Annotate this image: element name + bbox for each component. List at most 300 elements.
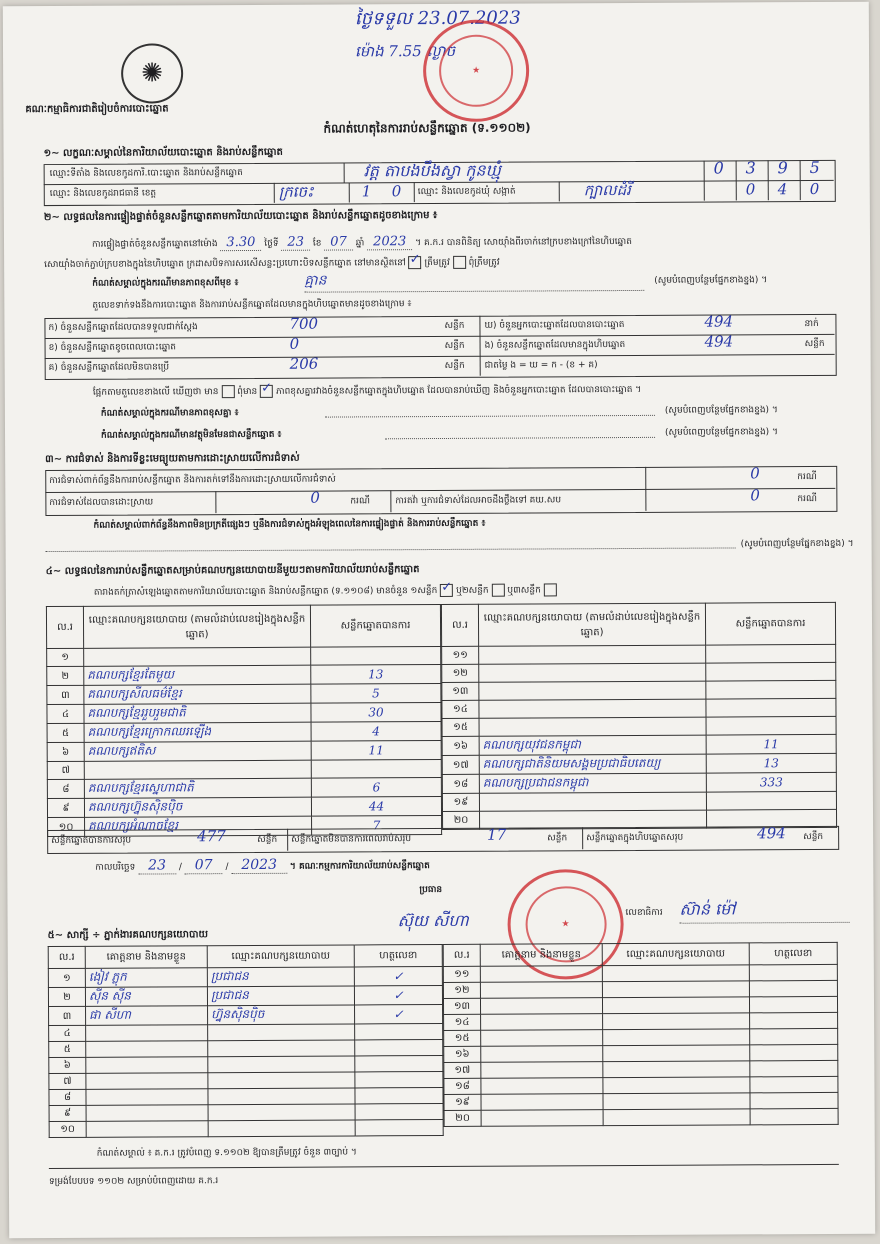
- row-number: ៣: [47, 685, 84, 704]
- table-row: [47, 759, 441, 779]
- witness-party: [603, 1061, 750, 1078]
- total-invalid-value: 17: [487, 825, 507, 844]
- commune-code-digit: 0: [745, 180, 756, 199]
- seal-correct-label: ត្រឹមត្រូវ: [424, 257, 450, 269]
- two-sheets-label: ឬ២សន្លឹក: [456, 585, 489, 596]
- witness-party: ប្រជាជន: [207, 967, 354, 987]
- row-number: ១៥: [442, 718, 479, 736]
- no-difference-checkbox[interactable]: [260, 385, 273, 398]
- row-number: ២: [47, 666, 84, 685]
- unit-ballot: សន្លឹក: [444, 320, 465, 331]
- receipt-date: ថ្ងៃទទួល 23.07.2023: [354, 7, 521, 30]
- col-valid-votes: សន្លឹកឆ្នោតបានការ: [705, 602, 835, 645]
- row-number: ១០: [49, 1121, 86, 1137]
- tally-sheet-text: តារាងតក់ត្រាសំឡេងឆ្នោតតាមការិយាល័យបោះឆ្នោត និងរាប់សន្លឹកឆ្នោត (ទ.១១០៨) មានចំនួន ១សន្លឹក: [93, 586, 438, 598]
- seal-incorrect-label: ពុំត្រឹមត្រូវ: [468, 257, 500, 268]
- station-code-digit: 0: [713, 158, 724, 178]
- party-name: គណបក្សជាតិនិយមសង្គមប្រជាធិបតេយ្យ: [479, 754, 706, 774]
- seal-correct-checkbox[interactable]: [409, 256, 422, 269]
- row-number: ១: [48, 968, 85, 987]
- row-number: ៦: [49, 1057, 86, 1073]
- signing-day: 23: [138, 857, 176, 874]
- seal-incorrect-checkbox[interactable]: [453, 256, 466, 269]
- unit-ballot: សន្លឹក: [444, 360, 465, 371]
- witness-name: [481, 1030, 603, 1047]
- row-number: ១២: [442, 664, 479, 682]
- divider: [349, 182, 350, 202]
- valid-votes: [706, 698, 836, 717]
- divider: [645, 467, 646, 511]
- table-row: [49, 1119, 443, 1137]
- figures-intro: តួលេខទាក់ទងនឹងការបោះឆ្នោត និងការរាប់សន្លឹកឆ្នោតដែលមានក្នុងហិបឆ្នោតមានដូចខាងក្រោម ៖: [92, 299, 412, 311]
- station-code-digit: 3: [745, 158, 756, 178]
- date-label: កាលបរិច្ឆេទ: [95, 862, 136, 873]
- witness-name: [480, 966, 602, 983]
- col-witness-party: ឈ្មោះគណបក្សនយោបាយ: [207, 945, 354, 968]
- valid-votes: 7: [312, 815, 442, 835]
- party-name: [84, 647, 311, 666]
- witness-name: [86, 1073, 208, 1090]
- valid-votes: [706, 680, 836, 699]
- province-code-digit: 1: [361, 182, 372, 201]
- difference-note-label: កំណត់សម្គាល់ក្នុងករណីមានភាពខុសពីមុខ ៖: [92, 278, 239, 289]
- divider: [704, 161, 705, 201]
- section3-title: ៣~ ការជំទាស់ និងការទីខ្លះមេធ្យូយតាមការដោះស្រាយលើការជំទាស់: [45, 452, 300, 466]
- fill-hint: (សូមបំពេញបន្ថែមផ្នែកខាងខ្នង) ។: [664, 405, 778, 416]
- nec-logo-icon: ✺: [121, 43, 183, 103]
- verification-line: [92, 232, 842, 252]
- two-sheets-checkbox[interactable]: [491, 584, 504, 597]
- year-label: ឆ្នាំ: [355, 238, 365, 249]
- row-number: ១៧: [444, 1062, 481, 1078]
- witness-signature: [355, 1087, 443, 1103]
- row-number: ១៦: [442, 736, 479, 755]
- witness-name: ស៊ីន ស៊ីន: [85, 987, 207, 1007]
- signing-date-line: កាលបរិច្ឆេទ 23 / 07 / 2023 ។ គណៈកម្មការការិយាល័យរាប់សន្លឹកឆ្នោត: [95, 856, 430, 874]
- witness-name: [86, 1057, 208, 1074]
- table-row: [442, 716, 836, 736]
- unit-case: ករណី: [797, 494, 817, 505]
- witness-name: [86, 1041, 208, 1058]
- witness-party: ហ្វ៊ុនស៊ិនប៉ិច: [208, 1005, 355, 1025]
- witness-name: [86, 1105, 208, 1122]
- col-witness-party: ឈ្មោះគណបក្សនយោបាយ: [602, 943, 749, 966]
- col-party: ឈ្មោះគណបក្សនយោបាយ (តាមលំដាប់លេខរៀងក្នុងសន្លឹកឆ្នោត): [478, 603, 705, 646]
- verification-time-label: ការផ្ទៀងផ្ទាត់ចំនួនសន្លឹកឆ្នោតនៅម៉ោង: [92, 239, 218, 250]
- commune-code-digit: 4: [777, 180, 788, 199]
- row-number: ១១: [443, 966, 480, 982]
- forwarded-objection-value: 0: [750, 486, 760, 505]
- row-number: ១២: [443, 982, 480, 998]
- commune-code-digit: 0: [809, 180, 820, 199]
- table-row: [47, 646, 441, 666]
- witness-signature: [750, 1060, 838, 1076]
- valid-votes: 30: [311, 702, 441, 722]
- witness-party: [602, 997, 749, 1014]
- signing-month: 07: [185, 857, 223, 874]
- polling-station-label: ឈ្មោះទីតាំង និងលេខកូដការិ.បោះឆ្នោត និងរាប់សន្លឹកឆ្នោត: [49, 168, 243, 180]
- party-name: គណបក្សខ្មែរតែមួយ: [84, 665, 311, 685]
- witness-signature: ✓: [354, 985, 442, 1004]
- unit-case: ករណី: [797, 472, 817, 483]
- form-title: កំណត់ហេតុនៃការរាប់សន្លឹកឆ្នោត (ទ.១១០២): [323, 120, 531, 136]
- signing-year: 2023: [231, 857, 287, 874]
- province-value: ក្រចេះ: [278, 182, 314, 201]
- committee-signature-label: ។ គណៈកម្មការការិយាល័យរាប់សន្លឹកឆ្នោត: [289, 861, 430, 872]
- resolved-objection-label: ការជំទាស់ដែលបានដោះស្រាយ: [49, 497, 154, 509]
- row-number: ៨: [49, 1089, 86, 1105]
- party-name: គណបក្សយុវជនកម្ពុជា: [479, 735, 706, 755]
- table-row: [48, 966, 442, 987]
- witness-name: [481, 1078, 603, 1095]
- spoiled-ballots-value: 0: [289, 334, 300, 353]
- col-number: ល.រ: [441, 604, 478, 646]
- section4-title: ៤~ លទ្ធផលនៃការរាប់សន្លឹកឆ្នោតសម្រាប់គណបក្សនយោបាយនីមួយៗតាមការិយាល័យរាប់សន្លឹកឆ្នោត: [45, 564, 420, 578]
- party-name: [479, 645, 706, 664]
- form-paper: [3, 2, 875, 1239]
- divider: [215, 491, 216, 513]
- verification-year: 2023: [367, 234, 412, 250]
- row-number: ២០: [443, 811, 480, 829]
- difference-note-value: គ្មាន: [304, 269, 644, 293]
- party-name: [479, 792, 706, 811]
- fill-hint: (សូមបំពេញបន្ថែមផ្នែកខាងខ្នង) ។: [654, 275, 768, 286]
- witness-name: [480, 998, 602, 1015]
- divider: [559, 181, 560, 201]
- table-row: [442, 680, 836, 700]
- polling-station-value: វត្ត តាបងបឹងស្វា កូនឃ្មុំ: [363, 160, 501, 181]
- table-row: [47, 664, 441, 685]
- formula-label: ជាតម្លៃ ង = ឃ = ក - (ខ + គ): [484, 360, 598, 371]
- results-table-right: [441, 602, 837, 830]
- chair-label: ប្រធាន: [419, 884, 443, 896]
- witness-signature: [355, 1119, 443, 1135]
- unit-ballot: សន្លឹក: [547, 833, 568, 844]
- witness-signature: [355, 1055, 443, 1071]
- commune-value: ក្បាលដំរី: [583, 180, 631, 200]
- table-row: [442, 753, 836, 774]
- party-name: [84, 760, 311, 779]
- witness-party: [208, 1040, 355, 1057]
- total-valid-value: 477: [197, 827, 226, 846]
- witness-signature: [750, 1044, 838, 1060]
- witness-name: [481, 1014, 603, 1031]
- unit-case: ករណី: [350, 496, 370, 507]
- row-number: ១៧: [442, 755, 479, 774]
- ballots-in-box-label: ង) ចំនួនសន្លឹកឆ្នោតដែលមានក្នុងហិបឆ្នោត: [484, 340, 626, 351]
- row-number: ៥: [49, 1041, 86, 1057]
- section5-title: ៥~ សាក្សី ÷ ភ្នាក់ងារគណបក្សនយោបាយ: [47, 929, 209, 942]
- table-row: [442, 734, 836, 755]
- row-number: ៧: [47, 761, 84, 779]
- witness-signature: [355, 1071, 443, 1087]
- witness-party: [603, 1109, 750, 1126]
- fill-hint: (សូមបំពេញបន្ថែមផ្នែកខាងខ្នង) ។: [664, 427, 778, 438]
- row-number: ១៤: [444, 1014, 481, 1030]
- station-code-digit: 9: [777, 158, 788, 178]
- witness-name: [481, 1094, 603, 1111]
- stamp-inner-ring: ★: [525, 886, 606, 963]
- footer-text: ទម្រង់បែបបទ ១១០២ សម្រាប់បំពេញដោយ គ.ក.រ: [48, 1176, 219, 1188]
- spoiled-ballots-label: ខ) ចំនួនសន្លឹកឆ្នោតខូចពេលបោះឆ្នោត: [48, 342, 177, 354]
- witness-party: ប្រជាជន: [207, 986, 354, 1006]
- valid-votes: [311, 759, 441, 778]
- row-number: ១៨: [442, 774, 479, 793]
- party-name: គណបក្សខ្មែររួបរួមជាតិ: [84, 703, 311, 723]
- divider: [49, 1164, 839, 1169]
- witness-name: [86, 1089, 208, 1106]
- valid-votes: [706, 716, 836, 735]
- voters-label: ឃ) ចំនួនអ្នកបោះឆ្នោតដែលបានបោះឆ្នោត: [484, 320, 625, 331]
- blank-line: [385, 437, 655, 439]
- unused-ballots-label: គ) ចំនួនសន្លឹកឆ្នោតដែលមិនបានប្រើ: [48, 362, 170, 374]
- witness-signature: [749, 980, 837, 996]
- witness-signature: [750, 1108, 838, 1124]
- witness-party: [208, 1072, 355, 1089]
- row-number: ១៩: [442, 793, 479, 811]
- compare-text: ផ្អែកតាមតួលេខខាងលើ ឃើញថា មាន: [92, 387, 219, 398]
- table-row: [47, 796, 441, 817]
- divider: [390, 490, 391, 512]
- row-number: ១៣: [442, 682, 479, 700]
- row-number: ១៥: [444, 1030, 481, 1046]
- witness-signature: ✓: [355, 1004, 443, 1023]
- verification-time: 3.30: [220, 235, 261, 251]
- col-witness-name: គោត្តនាម និងនាមខ្លួន: [85, 946, 207, 969]
- divider: [736, 160, 737, 200]
- party-name: គណបក្សឥតិស: [84, 741, 311, 761]
- seal-line-text: សោយ៉ាំងចាក់ភ្ជាប់ក្របខាងក្នុងនៃហិបឆ្នោត ក្រដាសបិទការសរសើសន្លះប្រហោះបិទសន្លឹកឆ្នោត នៅមានស្ថិតនៅ: [44, 258, 406, 271]
- unit-ballot: សន្លឹក: [803, 831, 824, 843]
- valid-votes: 11: [311, 740, 441, 760]
- col-party: ឈ្មោះគណបក្សនយោបាយ (តាមលំដាប់លេខរៀងក្នុងសន្លឹកឆ្នោត): [83, 605, 310, 648]
- witness-table-right: [443, 942, 839, 1127]
- witness-signature: [355, 1039, 443, 1055]
- row-number: ១៨: [444, 1078, 481, 1094]
- col-number: ល.រ: [48, 946, 85, 968]
- witness-table-left: [48, 944, 444, 1138]
- witness-signature: [750, 1092, 838, 1108]
- witness-signature: [750, 1028, 838, 1044]
- bullet-difference-note: កំណត់សម្គាល់ក្នុងករណីមានភាពខុសគ្នា ៖: [100, 408, 239, 419]
- results-table-left: [46, 604, 442, 837]
- valid-votes: [311, 646, 441, 665]
- witness-party: [602, 981, 749, 998]
- party-name: គណបក្សសីលធម៌ខ្មែរ: [84, 684, 311, 704]
- no-difference-label: ពុំមាន: [237, 386, 258, 398]
- resolved-objection-value: 0: [310, 488, 320, 507]
- table-row: [442, 662, 836, 682]
- row-number: ៩: [47, 798, 84, 817]
- witness-signature: [749, 964, 837, 980]
- ballots-in-box-value: 494: [704, 332, 734, 351]
- row-number: ១៤: [442, 700, 479, 718]
- witness-signature: [355, 1103, 443, 1119]
- valid-votes: 13: [706, 753, 836, 773]
- objection-row1-label: ការជំទាស់ពាក់ព័ន្ធនឹងការរាប់សន្លឹកឆ្នោត និងការតក់ទៅនឹងការដោះស្រាយលើការជំទាស់: [49, 474, 336, 487]
- has-difference-checkbox[interactable]: [221, 385, 234, 398]
- valid-votes: 13: [311, 664, 441, 684]
- voters-value: 494: [704, 312, 734, 331]
- secretary-name: ស៊ាន់ ម៉ៅ: [679, 898, 849, 924]
- day-label: ថ្ងៃទី: [264, 238, 279, 249]
- table-row: [49, 1004, 443, 1025]
- witness-party: [208, 1104, 355, 1121]
- divider: [287, 829, 288, 851]
- secretary-label: លេខាធិការ: [625, 907, 663, 919]
- row-number: ១៦: [444, 1046, 481, 1062]
- row-number: ៨: [47, 779, 84, 798]
- unit-ballot: សន្លឹក: [444, 340, 465, 351]
- chair-name: ស៊ុយ សីហា: [397, 910, 469, 931]
- witness-party: [603, 1029, 750, 1046]
- valid-votes: 6: [311, 777, 441, 797]
- witness-name: [480, 982, 602, 999]
- province-label: ឈ្មោះ និងលេខកូដរាជធានី ខេត្ត: [49, 188, 157, 200]
- three-sheets-checkbox[interactable]: [544, 583, 557, 596]
- unit-person: នាក់: [804, 319, 819, 330]
- valid-votes: 44: [311, 796, 441, 816]
- party-name: [479, 699, 706, 718]
- divider: [414, 182, 415, 202]
- table-row: [47, 683, 441, 704]
- station-code-digit: 5: [809, 157, 820, 178]
- bullet-foreign-object-note: កំណត់សម្គាល់ក្នុងករណីមានវត្ថុមិនមែនជាសន្លឹកឆ្នោត ៖: [101, 429, 282, 441]
- receipt-time: ម៉ោង 7.55 ល្ងាច: [354, 41, 456, 61]
- table-row: [442, 644, 836, 664]
- irregularities-note: កំណត់សម្គាល់ពាក់ព័ន្ធនឹងភាពមិនប្រក្រតីផ្សេងៗ ឬនឹងការជំទាស់ក្នុងអំឡុងពេលនៃការផ្ទៀងផ្ទាត់ និងការរាប់សន្លឹកឆ្នោត ៖: [93, 518, 486, 531]
- valid-votes: 5: [311, 683, 441, 703]
- stamp-inner-ring: ★: [439, 35, 513, 107]
- three-sheets-label: ឬ៣សន្លឹក: [507, 585, 541, 596]
- col-number: ល.រ: [46, 606, 83, 648]
- section1-title: ១~ លក្ខណៈសម្គាល់នៃការិយាល័យបោះឆ្នោត និងរាប់សន្លឹកឆ្នោត: [43, 146, 283, 160]
- table-row: [47, 721, 441, 742]
- witness-party: [603, 1045, 750, 1062]
- divider: [768, 160, 769, 200]
- fill-hint: (សូមបំពេញបន្ថែមផ្នែកខាងខ្នង) ។: [740, 538, 854, 550]
- valid-votes: [706, 791, 836, 810]
- table-row: [442, 698, 836, 718]
- table-row: [442, 791, 836, 811]
- total-box-label: សន្លឹកឆ្នោតក្នុងហិបឆ្នោតសរុប: [586, 832, 684, 844]
- witness-name: [86, 1121, 208, 1138]
- table-row: [48, 985, 442, 1006]
- province-code-digit: 0: [391, 182, 402, 201]
- witness-name: [86, 1025, 208, 1042]
- witness-signature: [749, 996, 837, 1012]
- official-stamp-top: [423, 20, 530, 123]
- compare-line: [93, 383, 641, 400]
- witness-party: [208, 1024, 355, 1041]
- valid-votes: 11: [706, 734, 836, 754]
- received-ballots-value: 700: [289, 314, 319, 333]
- witness-name: [481, 1110, 603, 1127]
- party-name: គណបក្សខ្មែរស្នេហាជាតិ: [84, 778, 311, 798]
- row-number: ១០: [48, 817, 85, 836]
- witness-party: [603, 1013, 750, 1030]
- table-row: [47, 777, 441, 798]
- compare-rest: ភាពខុសគ្នារវាងចំនួនសន្លឹកឆ្នោតក្នុងហិបឆ្នោត ដែលបានរាប់ឃើញ និងចំនួនអ្នកបោះឆ្នោត ដែលបានបោះឆ្នោត ។: [275, 384, 642, 397]
- witness-signature: [750, 1012, 838, 1028]
- total-invalid-label: សន្លឹកឆ្នោតមិនបានការពេលរាប់សរុប: [291, 834, 412, 845]
- party-name: [479, 717, 706, 736]
- witness-signature: ✓: [354, 966, 442, 985]
- witness-party: [208, 1056, 355, 1073]
- row-number: ១៣: [443, 998, 480, 1014]
- col-witness-sign: ហត្ថលេខា: [354, 944, 442, 966]
- blank-line: [46, 547, 736, 552]
- divider: [344, 162, 345, 182]
- col-witness-name: គោត្តនាម និងនាមខ្លួន: [480, 944, 602, 967]
- row-number: ៤: [47, 704, 84, 723]
- valid-votes: [706, 644, 836, 663]
- row-number: ៩: [49, 1105, 86, 1121]
- month-label: ខែ: [312, 238, 322, 249]
- row-number: ៦: [47, 742, 84, 761]
- total-valid-label: សន្លឹកឆ្នោតបានការសរុប: [51, 835, 132, 847]
- party-name: [479, 663, 706, 682]
- unit-ballot: សន្លឹក: [804, 338, 825, 350]
- blank-line: [325, 415, 655, 418]
- row-number: ៤: [49, 1025, 86, 1041]
- witness-name: ផា សីហា: [86, 1006, 208, 1026]
- received-ballots-label: ក) ចំនួនសន្លឹកឆ្នោតដែលបានទទួលជាក់ស្តែង: [48, 322, 198, 334]
- committee-name: គណៈកម្មាធិការជាតិរៀបចំការបោះឆ្នោត: [25, 103, 169, 116]
- witness-signature: [355, 1023, 443, 1039]
- row-number: ១៩: [444, 1094, 481, 1110]
- party-name: គណបក្សអំណាចខ្មែរ: [85, 816, 312, 836]
- tally-sheet-line: [94, 583, 557, 599]
- divider: [274, 183, 275, 203]
- row-number: ១១: [442, 646, 479, 664]
- witness-name: [481, 1062, 603, 1079]
- witness-signature: [750, 1076, 838, 1092]
- unused-ballots-value: 206: [289, 354, 319, 373]
- totals-box: [47, 826, 839, 854]
- table-row: [47, 740, 441, 761]
- row-number: ៣: [49, 1006, 86, 1025]
- objection-row1-value: 0: [750, 464, 760, 483]
- party-name: គណបក្សប្រជាជនកម្ពុជា: [479, 773, 706, 793]
- witness-party: [602, 965, 749, 982]
- verification-line-rest: ។ គ.ក.រ បានពិនិត្យ សោយ៉ាំងពីរចាក់នៅក្របខាងក្រៅនៃហិបឆ្នោត: [415, 236, 632, 249]
- witness-party: [603, 1093, 750, 1110]
- col-number: ល.រ: [443, 944, 480, 966]
- party-name: [479, 681, 706, 700]
- witness-party: [208, 1088, 355, 1105]
- row-number: ២: [48, 987, 85, 1006]
- party-name: គណបក្សហ្វ៊ុនស៊ិនប៉ិច: [84, 797, 311, 817]
- unit-ballot: សន្លឹក: [257, 834, 278, 845]
- valid-votes: 4: [311, 721, 441, 741]
- forwarded-objection-label: ការតវ៉ា ឬការជំទាស់ដែលអាចដឹងថ្លឹងទៅ គឃ.សប: [395, 495, 562, 507]
- one-sheet-checkbox[interactable]: [440, 584, 453, 597]
- divider: [582, 827, 583, 849]
- section2-title: ២~ លទ្ធផលនៃការផ្ទៀងផ្ទាត់ចំនួនសន្លឹកឆ្នោតតាមការិយាល័យបោះឆ្នោត និងរាប់សន្លឹកឆ្នោតដូចខាងក្រោម ៖: [43, 210, 438, 224]
- row-number: ១: [47, 648, 84, 666]
- col-valid-votes: សន្លឹកឆ្នោតបានការ: [310, 604, 440, 647]
- table-row: [442, 772, 836, 793]
- table-row: [47, 702, 441, 723]
- party-name: គណបក្សខ្មែរក្រោកឈរឡើង: [84, 722, 311, 742]
- valid-votes: [706, 662, 836, 681]
- witness-name: ងៀវ ភ្លុក: [85, 968, 207, 988]
- row-number: ២០: [444, 1110, 481, 1126]
- verification-month: 07: [324, 234, 353, 250]
- valid-votes: 333: [706, 772, 836, 792]
- row-number: ៥: [47, 723, 84, 742]
